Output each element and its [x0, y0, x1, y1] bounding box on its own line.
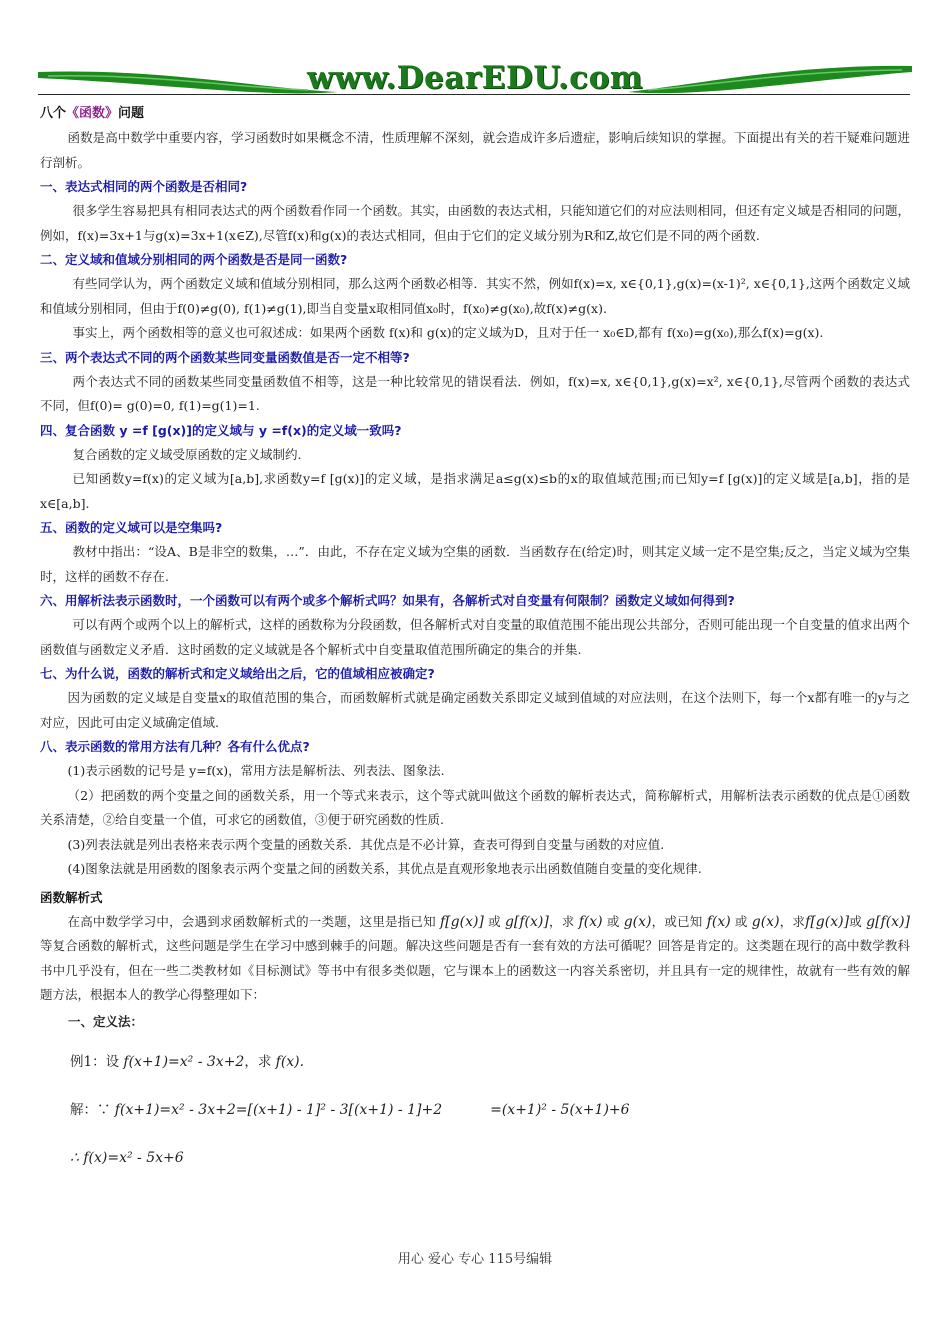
doc-title [40, 104, 910, 124]
part2-paragraph [40, 910, 910, 1008]
p-text: 等复合函数的解析式，这些问题是学生在学习中感到棘手的问题。解决这些问题是否有一套有效的方法可循呢？回答是肯定的。这类题在现行的高中数学教科书中几乎没有，但在一些二类教材如《目标测试》等书中有很多类似题，它与课本上的函数这一内容关系密切，并且具有一定的规律性，故就有一些有效的解题方法，根据本人的教学心得整理如下： [40, 938, 910, 1002]
expr-f-x: f(x) [578, 913, 603, 930]
part2-heading: 函数解析式 [40, 889, 103, 905]
expr-g-x: g(x) [751, 913, 780, 930]
q8-body-3: (3)列表法就是列出表格来表示两个变量的函数关系．其优点是不必计算，查表可得到自变量与函数的对应值. [67, 836, 665, 852]
solution-equation-2: =(x+1)² - 5(x+1)+6 [490, 1101, 630, 1118]
q2-heading: 二、定义域和值域分别相同的两个函数是否是同一函数? [40, 252, 348, 267]
q2-body-1: 有些同学认为，两个函数定义域和值域分别相同，那么这两个函数必相等．其实不然，例如f(x)=x, x∈{0,1},g(x)=(x-1)², x∈{0,1},这两个函数定义域和值域分别相同，但由于f(0)≠g(0), f(1)≠g(1),即当自变量x取相同值x₀时，f(x₀)≠g(x₀),故f(x)≠g(x). [40, 276, 910, 316]
example-1-target: f(x). [275, 1053, 305, 1070]
q7-heading: 七、为什么说，函数的解析式和定义域给出之后，它的值域相应被确定? [40, 666, 435, 681]
q8-body-2: （2）把函数的两个变量之间的函数关系，用一个等式来表示，这个等式就叫做这个函数的解析表达式，简称解析式，用解析法表示函数的优点是①函数关系清楚，②给自变量一个值，可求它的函数值，③便于研究函数的性质. [40, 787, 910, 827]
q1-body: 很多学生容易把具有相同表达式的两个函数看作同一个函数。其实，由函数的表达式相，只能知道它们的对应法则相同，但还有定义域是否相同的问题，例如，f(x)=3x+1与g(x)=3x+1(x∈Z),尽管f(x)和g(x)的表达式相同，但由于它们的定义域分别为R和Z,故它们是不同的两个函数. [40, 203, 911, 243]
doc-title-mid: 《函数》 [66, 106, 119, 121]
solution-label: 解：∵ [70, 1101, 115, 1118]
doc-title-post: 问题 [118, 106, 145, 121]
expr-g-f-x: g[f(x)] [866, 913, 910, 930]
intro-paragraph: 函数是高中数学中重要内容，学习函数时如果概念不清，性质理解不深刻，就会造成许多后遗症，影响后续知识的掌握。下面提出有关的若干疑难问题进行剖析。 [40, 130, 910, 170]
q4-body-2: 已知函数y=f(x)的定义域为[a,b],求函数y=f [g(x)]的定义域，是指求满足a≤g(x)≤b的x的取值域范围;而已知y=f [g(x)]的定义域是[a,b]，指的是x∈[a,b]. [40, 471, 910, 511]
conclusion-line [40, 1144, 910, 1172]
conclusion-equation: ∴ f(x)=x² - 5x+6 [70, 1149, 184, 1166]
example-1-equation: f(x+1)=x² - 3x+2 [123, 1053, 245, 1070]
p-text: ，求 [548, 913, 579, 929]
q3-heading: 三、两个表达式不同的两个函数某些同变量函数值是否一定不相等? [40, 349, 410, 365]
q8-heading: 八、表示函数的常用方法有几种？各有什么优点? [40, 739, 310, 754]
expr-f-g-x: f[g(x)] [805, 913, 850, 930]
example-1-mid: ，求 [244, 1053, 276, 1070]
header-rule [38, 94, 910, 95]
brand-logo-text[interactable]: www.DearEDU.com [306, 60, 644, 96]
p-text: 或 [849, 913, 867, 929]
p-text: 在高中数学学习中，会遇到求函数解析式的一类题，这里是指已知 [67, 913, 440, 929]
p-text: 或 [483, 913, 505, 929]
doc-title-pre: 八个 [40, 106, 67, 121]
q6-body: 可以有两个或两个以上的解析式，这样的函数称为分段函数，但各解析式对自变量的取值范围不能出现公共部分，否则可能出现一个自变量的值求出两个函数值与函数定义矛盾．这时函数的定义域就是各个解析式中自变量取值范围所确定的集合的并集. [40, 617, 911, 657]
p-text: 或 [730, 913, 752, 929]
expr-f-g-x: f[g(x)] [440, 913, 484, 930]
q8-body-4: (4)图象法就是用函数的图象表示两个变量之间的函数关系，其优点是直观形象地表示出函数值随自变量的变化规律. [67, 861, 702, 876]
solution-equation-1: f(x+1)=x² - 3x+2=[(x+1) - 1]² - 3[(x+1) - 1]+2 [114, 1101, 443, 1118]
q6-heading: 六、用解析法表示函数时，一个函数可以有两个或多个解析式吗？如果有，各解析式对自变量有何限制？函数定义域如何得到? [40, 593, 735, 608]
p-text: ，或已知 [651, 913, 707, 929]
method-1-heading: 一、定义法： [68, 1013, 144, 1029]
p-text: ，求 [779, 913, 806, 929]
solution-line [40, 1096, 910, 1124]
q5-heading: 五、函数的定义域可以是空集吗? [40, 520, 223, 535]
q1-heading: 一、表达式相同的两个函数是否相同? [40, 179, 248, 194]
expr-g-x: g(x) [623, 913, 652, 930]
q4-heading: 四、复合函数 y =f [g(x)]的定义域与 y =f(x)的定义域一致吗? [40, 422, 402, 438]
document-body [40, 102, 910, 1172]
q4-body-1: 复合函数的定义域受原函数的定义域制约. [72, 446, 302, 462]
expr-g-f-x: g[f(x)] [504, 913, 549, 930]
footer-text: 用心 爱心 专心 115号编辑 [397, 1252, 553, 1267]
p-text: 或 [602, 913, 624, 929]
section-function-expressions [40, 886, 910, 1172]
q8-body-1: (1)表示函数的记号是 y=f(x)，常用方法是解析法、列表法、图象法. [67, 763, 445, 778]
example-1-label: 例1：设 [70, 1053, 124, 1070]
q2-body-2: 事实上，两个函数相等的意义也可叙述成：如果两个函数 f(x)和 g(x)的定义域为D，且对于任一 x₀∈D,都有 f(x₀)=g(x₀),那么f(x)=g(x). [72, 325, 824, 340]
example-1 [40, 1048, 910, 1076]
q3-body: 两个表达式不同的函数某些同变量函数值不相等，这是一种比较常见的错误看法．例如，f(x)=x, x∈{0,1},g(x)=x², x∈{0,1},尽管两个函数的表达式不同，但f(0)= g(0)=0, f(1)=g(1)=1. [40, 373, 910, 413]
expr-f-x: f(x) [706, 913, 731, 930]
q5-body: 教材中指出：“设A、B是非空的数集，…”．由此，不存在定义域为空集的函数．当函数存在(给定)时，则其定义域一定不是空集;反之，当定义域为空集时，这样的函数不存在. [40, 544, 910, 584]
q7-body: 因为函数的定义域是自变量x的取值范围的集合，而函数解析式就是确定函数关系即定义域到值域的对应法则，在这个法则下，每一个x都有唯一的y与之对应，因此可由定义域确定值域. [40, 690, 910, 730]
